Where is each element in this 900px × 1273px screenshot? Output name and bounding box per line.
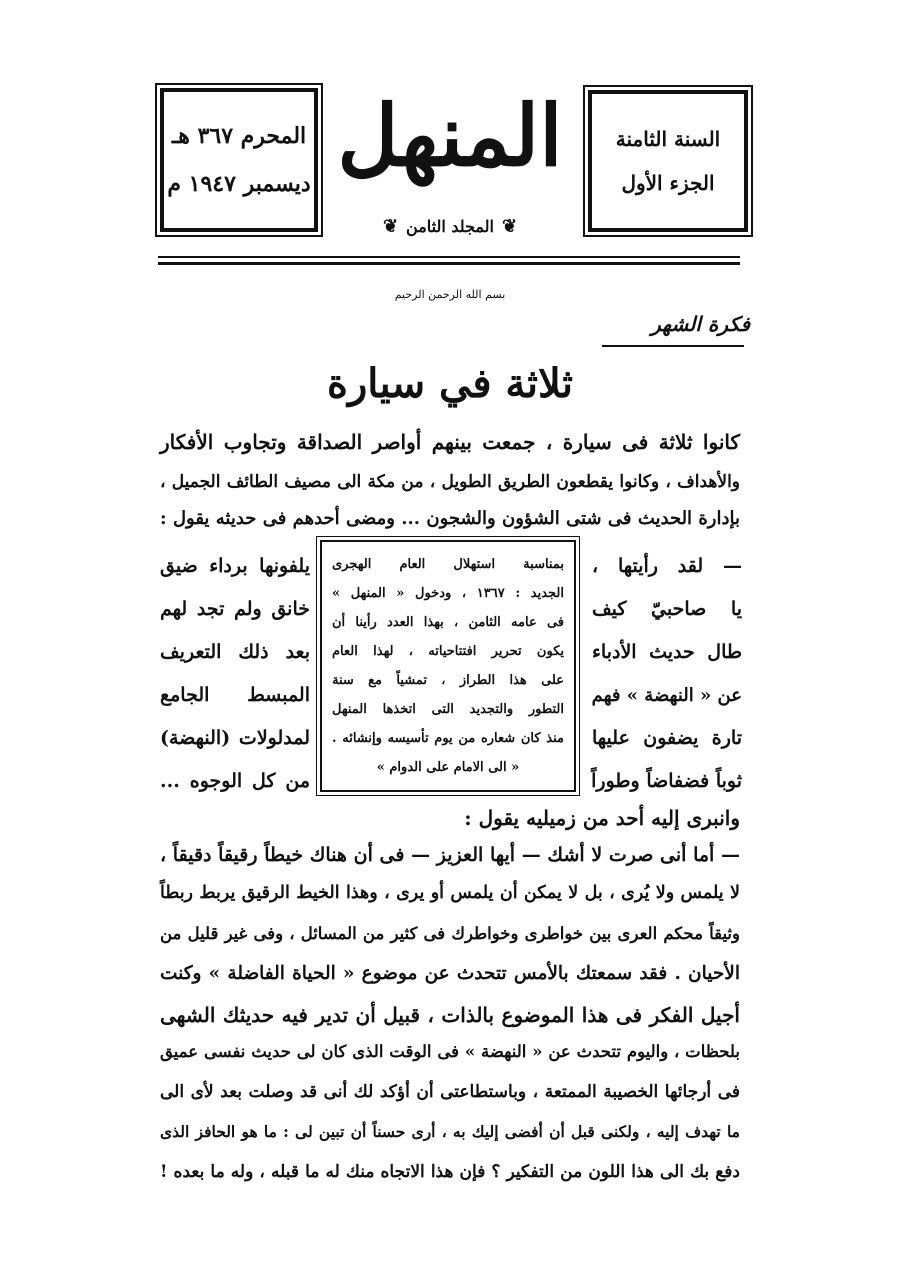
ornament-right-icon: ❦ (501, 215, 518, 237)
right-column-line: عن « النهضة » فهم (591, 685, 742, 706)
note-line: منذ كان شعاره من يوم تأسيسه وإنشائه . (332, 731, 564, 746)
right-column-line: يا صاحبيّ كيف (592, 598, 742, 620)
body-line: بلحظات ، واليوم تتحدث عن « النهضة » فى الوقت الذى كان لى حديث نفسى عميق (160, 1042, 740, 1061)
hijri-date: المحرم ٣٦٧ هـ (171, 123, 307, 149)
left-column-line: خانق ولم تجد لهم (160, 598, 310, 620)
section-label: فكرة الشهر (651, 312, 750, 336)
note-line: على هذا الطراز ، تمشياً مع سنة (332, 673, 564, 688)
body-line: الأحيان . فقد سمعتك بالأمس تتحدث عن موضوع « الحياة الفاضلة » وكنت (160, 963, 740, 984)
intro-line: كانوا ثلاثة فى سيارة ، جمعت بينهم أواصر الصداقة وتجاوب الأفكار (160, 430, 740, 454)
basmala: بسم الله الرحمن الرحيم (394, 288, 506, 301)
header-rule-top (158, 256, 740, 258)
gregorian-date: ديسمبر ١٩٤٧ م (167, 171, 311, 197)
left-column (160, 545, 310, 803)
body-line: — أما أنى صرت لا أشك — أيها العزيز — فى أن هناك خيطاً رقيقاً دقيقاً ، (160, 844, 740, 866)
editorial-note-box (320, 540, 576, 792)
right-column-line: طال حديث الأدباء (592, 641, 742, 663)
body-line: وانبرى إليه أحد من زميليه يقول : (464, 806, 740, 830)
left-column-line: من كل الوجوه ... (160, 770, 310, 792)
right-column-line: — لقد رأيتها ، (592, 555, 742, 577)
note-line: بمناسبة استهلال العام الهجرى (332, 557, 564, 572)
note-line: الجديد : ١٣٦٧ ، ودخول « المنهل » (332, 586, 564, 601)
note-motto: « الى الامام على الدوام » (376, 760, 520, 775)
ornament-left-icon: ❦ (382, 215, 399, 237)
right-column-line: ثوباً فضفاضاً وطوراً (591, 770, 742, 792)
year-label: السنة الثامنة (615, 127, 721, 151)
masthead-title: المنهل (337, 86, 563, 185)
body-line: أجيل الفكر فى هذا الموضوع بالذات ، قبيل أن تدير فيه حديثك الشهى (160, 1003, 740, 1027)
body-line: دفع بك الى هذا اللون من التفكير ؟ فإن هذا الاتجاه منك له ما قبله ، وله ما بعده ! (160, 1162, 740, 1182)
left-column-line: بعد ذلك التعريف (160, 641, 310, 663)
volume-label: المجلد الثامن (406, 216, 494, 236)
note-line: التطور والتجديد التى اتخذها المنهل (332, 702, 564, 717)
header-rule-bottom (158, 262, 740, 265)
body-line: وثيقاً محكم العرى بين خواطرى وخواطرك فى كثير من المسائل ، وفى غير قليل من (160, 924, 740, 943)
body-line: لا يلمس ولا يُرى ، بل لا يمكن أن يلمس أو يرى ، وهذا الخيط الرقيق يربط ربطاً (160, 883, 740, 903)
intro-line: والأهداف ، وكانوا يقطعون الطريق الطويل ، من مكة الى مصيف الطائف الجميل ، (160, 472, 740, 492)
article-title: ثلاثة في سيارة (327, 360, 573, 407)
date-box (160, 88, 318, 232)
part-label: الجزء الأول (621, 171, 715, 195)
section-underline (602, 345, 744, 347)
right-column-line: تارة يضفون عليها (592, 727, 742, 749)
intro-line: بإدارة الحديث فى شتى الشؤون والشجون ... ومضى أحدهم فى حديثه يقول : (160, 508, 740, 529)
year-part-box (588, 90, 748, 232)
left-column-line: المبسط الجامع (160, 684, 310, 706)
volume-label-row (360, 210, 540, 242)
note-line: فى عامه الثامن ، بهذا العدد رأينا أن (332, 615, 564, 630)
body-line: ما تهدف إليه ، ولكنى قبل أن أفضى إليك به ، أرى حسناً أن تبين لى : ما هو الحافز الذى (160, 1122, 740, 1141)
note-line: يكون تحرير افتتاحياته ، لهذا العام (332, 644, 564, 659)
right-column (592, 545, 742, 803)
body-line: فى أرجائها الخصيبة الممتعة ، وباستطاعتى أن أؤكد لك أنى قد وصلت بعد لأى الى (160, 1082, 740, 1102)
left-column-line: يلفونها برداء ضيق (160, 555, 310, 577)
left-column-line: لمدلولات (النهضة) (160, 727, 310, 749)
